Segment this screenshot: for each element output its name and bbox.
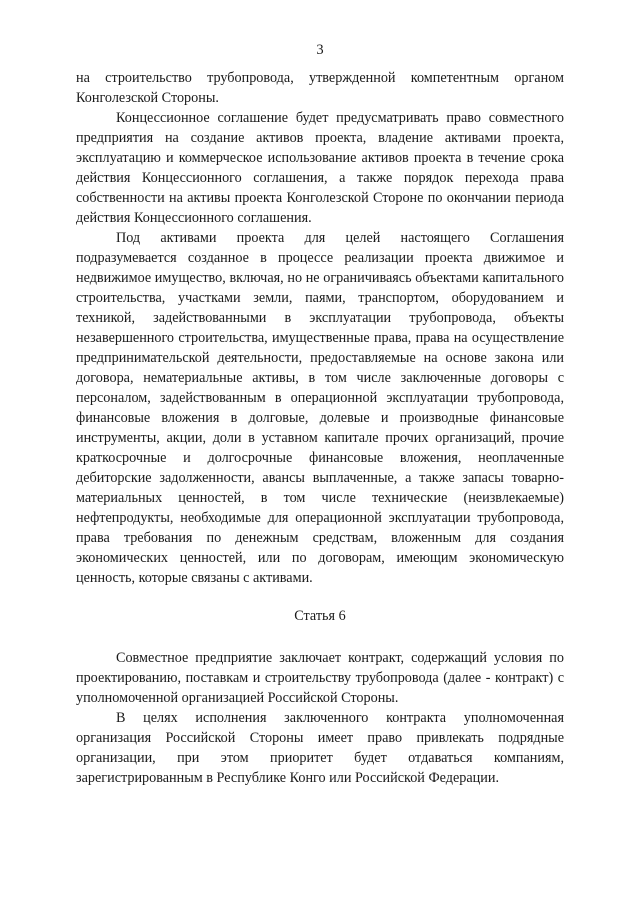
- paragraph-contract: Совместное предприятие заключает контракт, содержащий условия по проектированию, поставкам и строительству трубопровода (далее - контракт) с уполномоченной организацией Российской Стороны.: [76, 650, 564, 706]
- paragraph-subcontractors: В целях исполнения заключенного контракта уполномоченная организация Российской Стороны имеет право привлекать подрядные организации, при этом приоритет будет отдаваться компаниям, зарегистрированным в Республике Конго или Российской Федерации.: [76, 710, 564, 786]
- page-number: 3: [316, 42, 324, 58]
- paragraph-concession-agreement: Концессионное соглашение будет предусматривать право совместного предприятия на создание активов проекта, владение активами проекта, эксплуатацию и коммерческое использование активов проекта в течение срока действия Концессионного соглашения, а также порядок перехода права собственности на активы проекта Конголезской Стороне по окончании периода действия Концессионного соглашения.: [76, 110, 564, 226]
- paragraph-continuation: на строительство трубопровода, утвержденной компетентным органом Конголезской Стороны.: [76, 70, 564, 106]
- article-heading: Статья 6: [294, 608, 346, 624]
- paragraph-project-assets: Под активами проекта для целей настоящего Соглашения подразумевается созданное в процессе реализации проекта движимое и недвижимое имущество, включая, но не ограничиваясь объектами капитального строительства, участками земли, паями, транспортом, оборудованием и техникой, задействованными в эксплуатации трубопровода, объекты незавершенного строительства, имущественные права, права на осуществление предпринимательской деятельности, предоставляемые на основе закона или договора, нематериальные активы, в том числе заключенные договоры с персоналом, задействованным в операционной эксплуатации трубопровода, финансовые вложения в долговые, долевые и производные финансовые инструменты, акции, доли в уставном капитале прочих организаций, прочие краткосрочные и долгосрочные финансовые вложения, неоплаченные дебиторские задолженности, авансы выплаченные, а также запасы товарно-материальных ценностей, в том числе технические (неизвлекаемые) нефтепродукты, необходимые для операционной эксплуатации трубопровода, права требования по денежным средствам, вложенным для создания экономических ценностей, или по договорам, имеющим экономическую ценность, которые связаны с активами.: [76, 230, 564, 586]
- document-body: [76, 68, 564, 788]
